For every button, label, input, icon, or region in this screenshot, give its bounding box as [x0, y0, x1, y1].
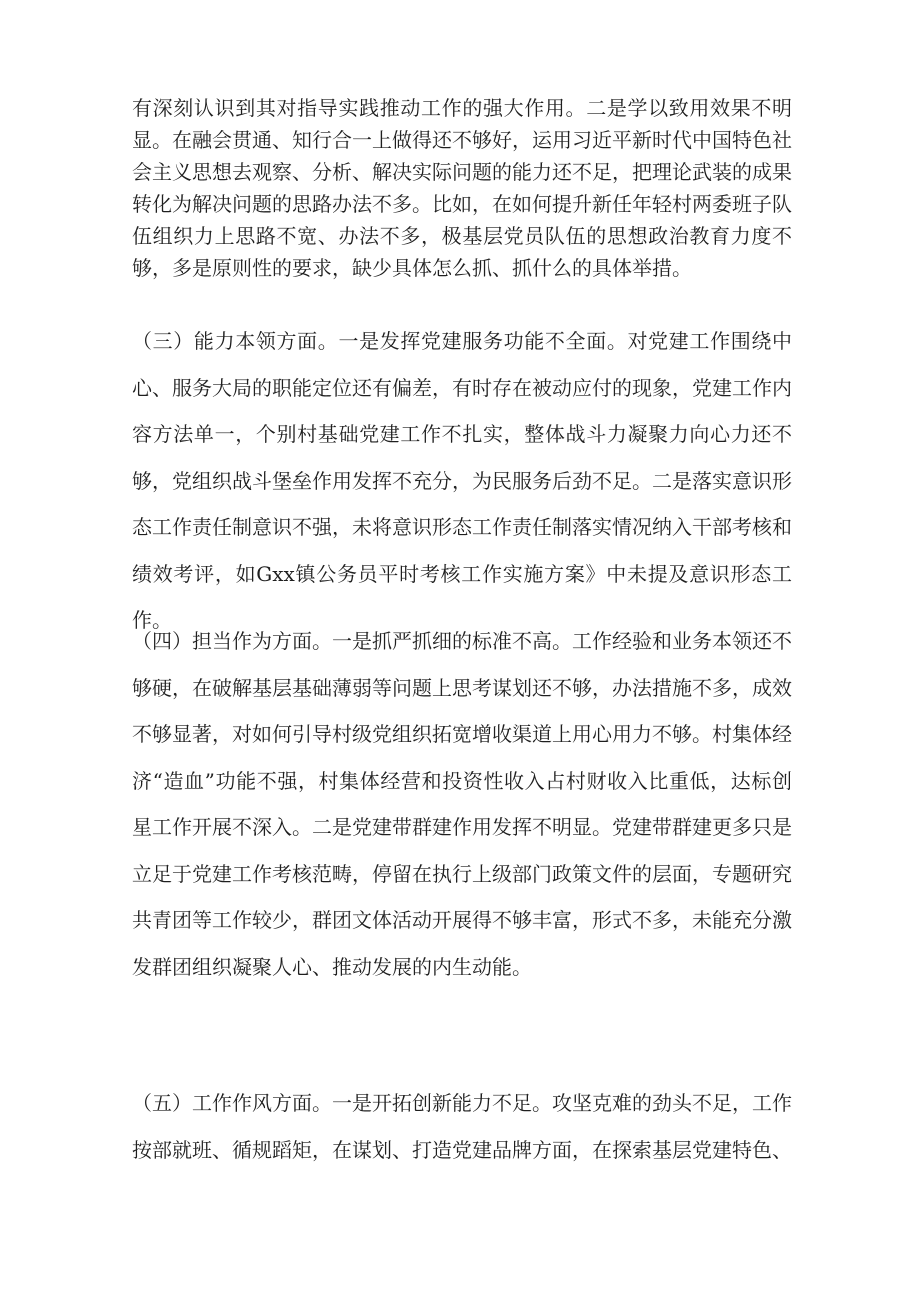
paragraph-work-style: （五）工作作风方面。一是开拓创新能力不足。攻坚克难的劲头不足，工作按部就班、循规蹈矩，在谋划、打造党建品牌方面，在探索基层党建特色、	[132, 1091, 792, 1162]
paragraph-theory-application: 有深刻认识到其对指导实践推动工作的强大作用。二是学以致用效果不明显。在融会贯通、知行合一上做得还不够好，运用习近平新时代中国特色社会主义思想去观察、分析、解决实际问题的能力还不足，把理论武装的成果转化为解决问题的思路办法不多。比如，在如何提升新任年轻村两委班子队伍组织力上思路不宽、办法不多，极基层党员队伍的思想政治教育力度不够，多是原则性的要求，缺少具体怎么抓、抓什么的具体举措。	[132, 96, 792, 280]
paragraph-ability-skills: （三）能力本领方面。一是发挥党建服务功能不全面。对党建工作围绕中心、服务大局的职能定位还有偏差，有时存在被动应付的现象，党建工作内容方法单一，个别村基础党建工作不扎实，整体战斗力凝聚力向心力还不够，党组织战斗堡垒作用发挥不充分，为民服务后劲不足。二是落实意识形态工作责任制意识不强，未将意识形态工作责任制落实情况纳入干部考核和绩效考评，如Gxx镇公务员平时考核工作实施方案》中未提及意识形态工作。	[132, 329, 792, 632]
paragraph-responsibility-action: （四）担当作为方面。一是抓严抓细的标准不高。工作经验和业务本领还不够硬，在破解基层基础薄弱等问题上思考谋划还不够，办法措施不多，成效不够显著，对如何引导村级党组织拓宽增收渠道上用心用力不够。村集体经济“造血”功能不强，村集体经营和投资性收入占村财收入比重低，达标创星工作开展不深入。二是党建带群建作用发挥不明显。党建带群建更多只是立足于党建工作考核范畴，停留在执行上级部门政策文件的层面，专题研究共青团等工作较少，群团文体活动开展得不够丰富，形式不多，未能充分激发群团组织凝聚人心、推动发展的内生动能。	[132, 629, 792, 979]
